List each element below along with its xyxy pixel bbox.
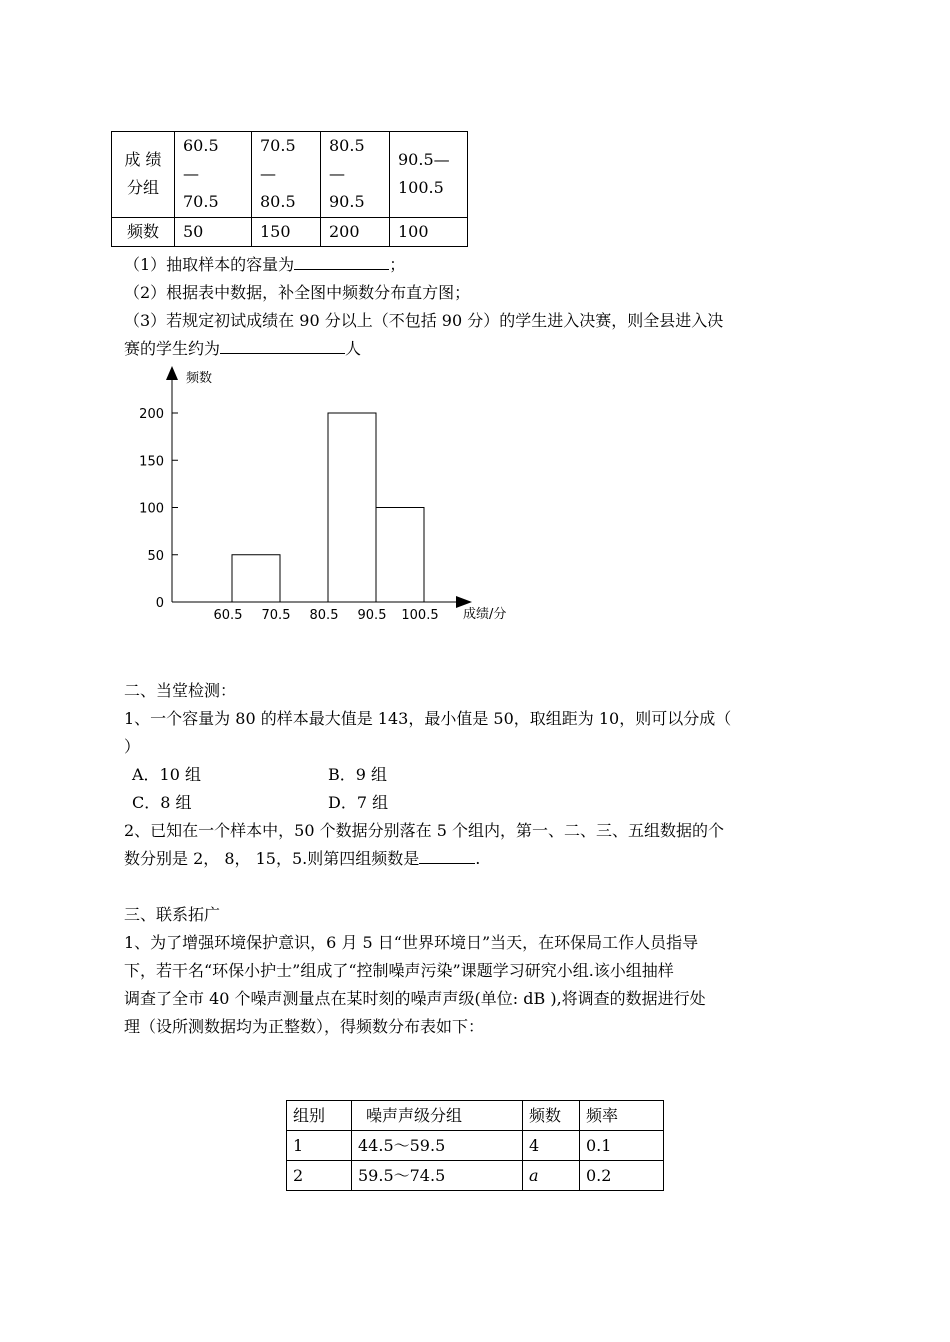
column-header: 组别 — [287, 1101, 352, 1131]
s2-question-2-line1: 2、已知在一个样本中，50 个数据分别落在 5 个组内，第一、二、三、五组数据的个 — [124, 821, 724, 840]
count-cell: 50 — [175, 217, 252, 246]
histogram-bar — [328, 413, 376, 602]
question-2: （2）根据表中数据，补全图中频数分布直方图； — [124, 283, 471, 302]
section-2-title: 二、当堂检测： — [124, 681, 237, 700]
table-cell: 59.5～74.5 — [352, 1161, 523, 1191]
count-cell: 200 — [321, 217, 390, 246]
count-cell: 150 — [252, 217, 321, 246]
table-row — [112, 217, 468, 246]
group-cell: 80.5 — 90.5 — [321, 132, 390, 218]
column-header: 噪声声级分组 — [352, 1101, 523, 1131]
y-tick-label: 0 — [155, 596, 164, 611]
s3-paragraph-line4: 理（设所测数据均为正整数），得频数分布表如下： — [124, 1017, 485, 1036]
table-cell: 1 — [287, 1131, 352, 1161]
answer-blank[interactable] — [220, 335, 345, 354]
option-d[interactable]: D．7 组 — [328, 793, 389, 812]
group-cell: 60.5 — 70.5 — [175, 132, 252, 218]
table-cell: 2 — [287, 1161, 352, 1191]
table-cell: 44.5～59.5 — [352, 1131, 523, 1161]
y-tick-label: 200 — [139, 407, 164, 422]
question-3-line2 — [124, 335, 361, 363]
question-text: . — [475, 849, 481, 868]
column-header: 频率 — [580, 1101, 664, 1131]
table-row — [287, 1131, 664, 1161]
question-text: 人 — [345, 339, 362, 358]
count-header: 频数 — [112, 217, 175, 246]
table-cell: a — [523, 1161, 580, 1191]
x-tick-label: 100.5 — [401, 608, 439, 623]
y-tick-label: 50 — [147, 548, 164, 564]
x-tick-label: 80.5 — [309, 608, 339, 623]
answer-blank[interactable] — [419, 845, 475, 864]
x-tick-label: 60.5 — [213, 608, 243, 623]
count-cell: 100 — [390, 217, 468, 246]
question-text: （1）抽取样本的容量为 — [124, 255, 295, 274]
table-cell: 4 — [523, 1131, 580, 1161]
y-tick-label: 100 — [139, 501, 164, 517]
histogram-bar — [232, 555, 280, 602]
y-axis-arrow — [166, 366, 178, 380]
table-cell: 0.2 — [580, 1161, 664, 1191]
s3-paragraph-line3: 调查了全市 40 个噪声测量点在某时刻的噪声声级(单位: dB ),将调查的数据进行处 — [124, 989, 706, 1008]
table-cell: 0.1 — [580, 1131, 664, 1161]
s3-paragraph-line2: 下，若干名“环保小护士”组成了“控制噪声污染”课题学习研究小组.该小组抽样 — [124, 961, 674, 980]
table-row — [112, 132, 468, 218]
y-tick-label: 150 — [139, 454, 164, 470]
answer-blank[interactable] — [294, 251, 389, 270]
score-frequency-table — [111, 131, 468, 247]
s2-question-1-line2: ） — [124, 737, 141, 756]
question-1 — [124, 251, 405, 279]
frequency-histogram — [130, 360, 540, 630]
score-group-header: 成 绩 分组 — [112, 132, 175, 218]
group-cell: 90.5— 100.5 — [390, 132, 468, 218]
column-header: 频数 — [523, 1101, 580, 1131]
question-3-line1: （3）若规定初试成绩在 90 分以上（不包括 90 分）的学生进入决赛，则全县进入决 — [124, 311, 724, 330]
s3-paragraph-line1: 1、为了增强环境保护意识，6 月 5 日“世界环境日”当天，在环保局工作人员指导 — [124, 933, 699, 952]
histogram-bar — [376, 508, 424, 603]
question-text: 赛的学生约为 — [124, 339, 221, 358]
section-3-title: 三、联系拓广 — [124, 905, 221, 924]
table-header-row — [287, 1101, 664, 1131]
option-b[interactable]: B．9 组 — [328, 765, 388, 784]
y-axis-label: 频数 — [186, 371, 213, 386]
option-c[interactable]: C．8 组 — [132, 793, 192, 812]
table-row — [287, 1161, 664, 1191]
question-text: 数分别是 2， 8， 15，5.则第四组频数是 — [124, 849, 420, 868]
question-text: ； — [389, 255, 406, 274]
s2-question-2-line2 — [124, 845, 480, 873]
group-cell: 70.5 — 80.5 — [252, 132, 321, 218]
x-tick-label: 90.5 — [357, 608, 387, 623]
s2-question-1-line1: 1、一个容量为 80 的样本最大值是 143，最小值是 50，取组距为 10，则可以分成（ — [124, 709, 732, 728]
x-axis-label: 成绩/分 — [463, 607, 507, 622]
noise-frequency-table — [286, 1100, 664, 1191]
option-a[interactable]: A．10 组 — [132, 765, 202, 784]
x-tick-label: 70.5 — [261, 608, 291, 623]
